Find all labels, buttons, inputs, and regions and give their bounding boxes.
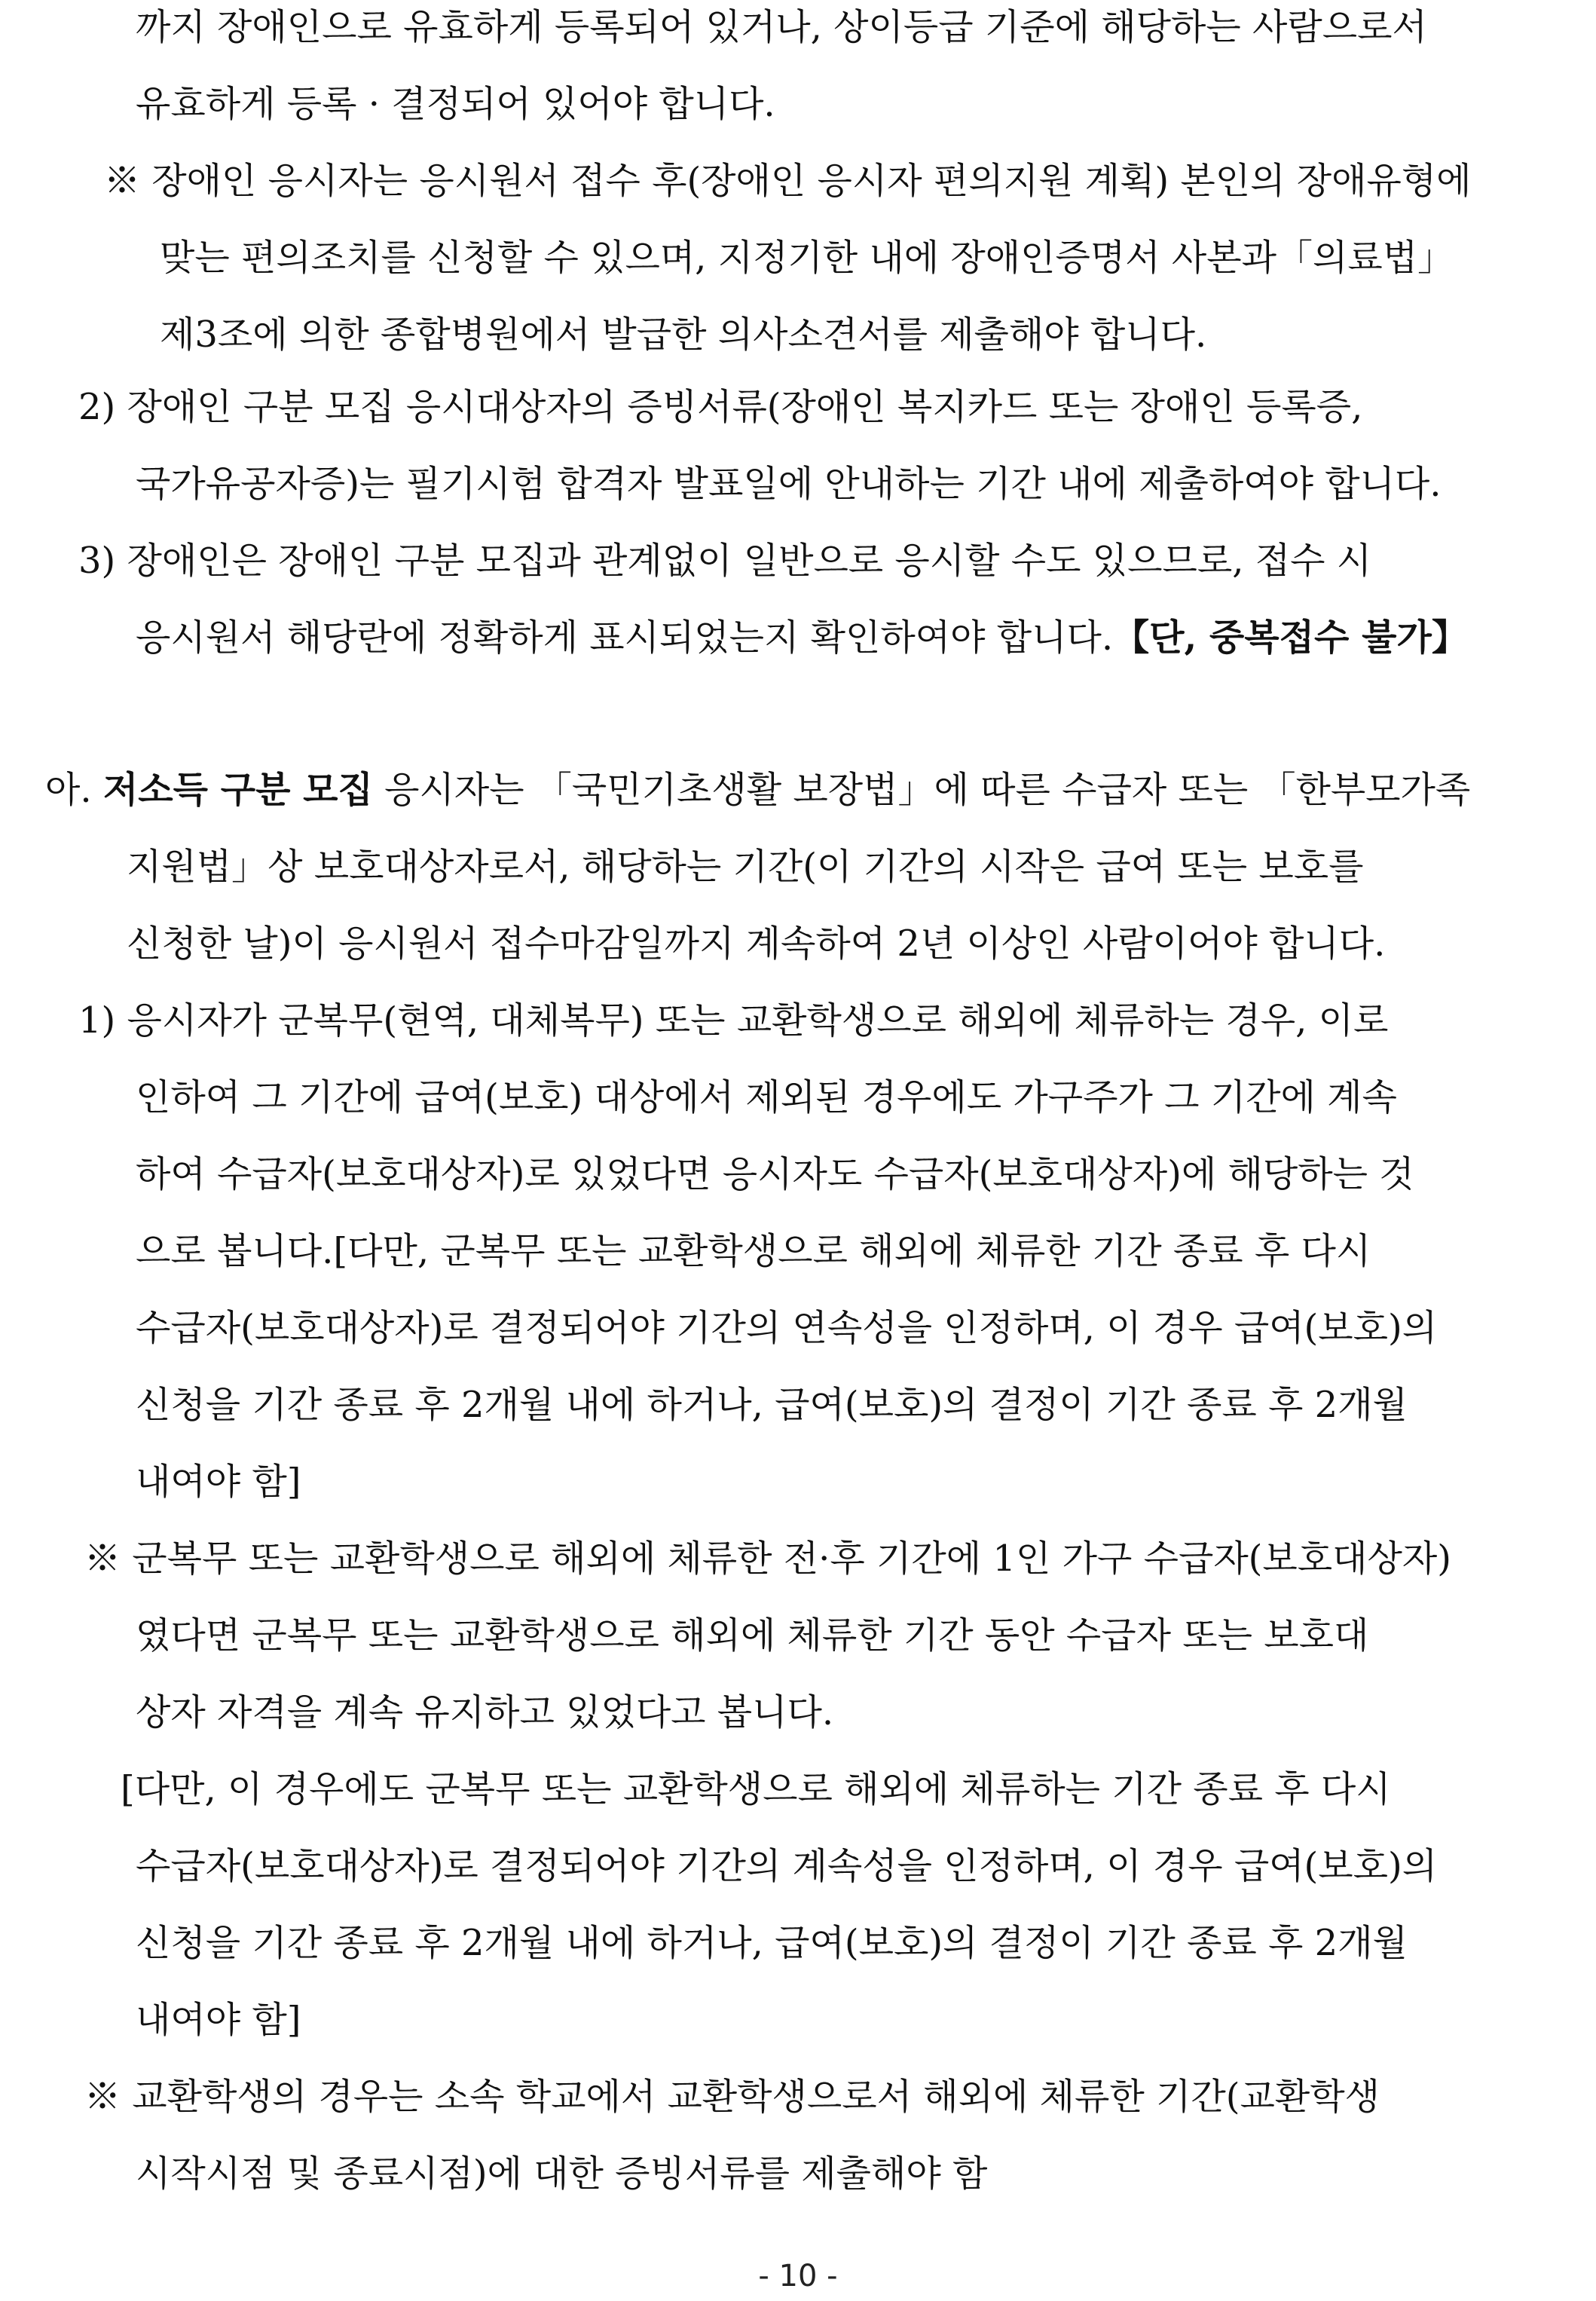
text-line-5: 제3조에 의한 종합병원에서 발급한 의사소견서를 제출해야 합니다. <box>160 314 1207 356</box>
text-line-2: 유효하게 등록 · 결정되어 있어야 합니다. <box>136 83 775 125</box>
text-line-6: 2) 장애인 구분 모집 응시대상자의 증빙서류(장애인 복지카드 또는 장애인 등록증, <box>78 386 1363 428</box>
text-line-16: 으로 봅니다.[다만, 군복무 또는 교환학생으로 해외에 체류한 기간 종료 후 다시 <box>136 1230 1371 1272</box>
section-marker: 아. <box>45 769 92 811</box>
text-line-14: 인하여 그 기간에 급여(보호) 대상에서 제외된 경우에도 가구주가 그 기간에 계속 <box>136 1076 1397 1118</box>
text-line-27: ※ 교환학생의 경우는 소속 학교에서 교환학생으로서 해외에 체류한 기간(교환학생 <box>84 2076 1380 2118</box>
text-line-26: 내여야 함] <box>136 1999 301 2041</box>
text-line-23: [다만, 이 경우에도 군복무 또는 교환학생으로 해외에 체류하는 기간 종료 후 다시 <box>121 1768 1391 1810</box>
text-line-15: 하여 수급자(보호대상자)로 있었다면 응시자도 수급자(보호대상자)에 해당하는 것 <box>136 1153 1414 1195</box>
text-line-19: 내여야 함] <box>136 1461 301 1503</box>
text-line-4: 맞는 편의조치를 신청할 수 있으며, 지정기한 내에 장애인증명서 사본과「의료법」 <box>160 237 1454 279</box>
text-line-17: 수급자(보호대상자)로 결정되어야 기간의 연속성을 인정하며, 이 경우 급여(보호)의 <box>136 1307 1438 1349</box>
text-line-12: 신청한 날)이 응시원서 접수마감일까지 계속하여 2년 이상인 사람이어야 합니다. <box>127 923 1386 965</box>
text-line-9-main: 응시원서 해당란에 정확하게 표시되었는지 확인하여야 합니다. <box>136 617 1114 659</box>
text-line-18: 신청을 기간 종료 후 2개월 내에 하거나, 급여(보호)의 결정이 기간 종료 후 2개월 <box>136 1384 1408 1426</box>
text-line-21: 였다면 군복무 또는 교환학생으로 해외에 체류한 기간 동안 수급자 또는 보호대 <box>136 1614 1369 1657</box>
text-line-7: 국가유공자증)는 필기시험 합격자 발표일에 안내하는 기간 내에 제출하여야 합니다. <box>136 463 1442 505</box>
text-line-9 <box>136 615 1468 660</box>
section-heading: 저소득 구분 모집 <box>102 769 373 811</box>
text-line-10-rest: 응시자는 「국민기초생활 보장법」에 따른 수급자 또는 「한부모가족 <box>384 769 1471 811</box>
page-number: - 10 - <box>758 2259 838 2293</box>
text-line-20: ※ 군복무 또는 교환학생으로 해외에 체류한 전·후 기간에 1인 가구 수급자(보호대상자) <box>84 1538 1451 1580</box>
text-line-1: 까지 장애인으로 유효하게 등록되어 있거나, 상이등급 기준에 해당하는 사람으로서 <box>136 6 1427 48</box>
text-line-11: 지원법」상 보호대상자로서, 해당하는 기간(이 기간의 시작은 급여 또는 보호를 <box>127 846 1364 888</box>
duplicate-notice: 【단, 중복접수 불가】 <box>1113 617 1468 659</box>
text-line-22: 상자 자격을 계속 유지하고 있었다고 봅니다. <box>136 1691 834 1733</box>
text-line-10 <box>45 767 1470 812</box>
text-line-13: 1) 응시자가 군복무(현역, 대체복무) 또는 교환학생으로 해외에 체류하는 경우, 이로 <box>78 999 1389 1042</box>
text-line-28: 시작시점 및 종료시점)에 대한 증빙서류를 제출해야 함 <box>136 2153 988 2195</box>
text-line-24: 수급자(보호대상자)로 결정되어야 기간의 계속성을 인정하며, 이 경우 급여(보호)의 <box>136 1845 1438 1887</box>
text-line-25: 신청을 기간 종료 후 2개월 내에 하거나, 급여(보호)의 결정이 기간 종료 후 2개월 <box>136 1922 1408 1964</box>
text-line-8: 3) 장애인은 장애인 구분 모집과 관계없이 일반으로 응시할 수도 있으므로, 접수 시 <box>78 540 1372 582</box>
text-line-3: ※ 장애인 응시자는 응시원서 접수 후(장애인 응시자 편의지원 계획) 본인의 장애유형에 <box>104 160 1472 202</box>
